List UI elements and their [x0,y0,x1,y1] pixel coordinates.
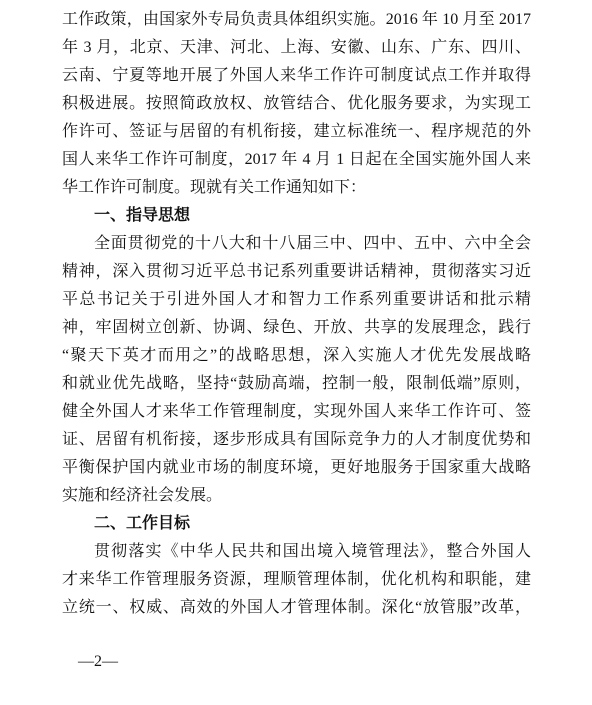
document-body [62,6,531,622]
text-line: 立统一、权威、高效的外国人才管理体制。深化“放管服”改革， [62,599,531,616]
paragraph-policy-background [62,6,531,202]
section-heading-guiding-ideology: 一、指导思想 [94,207,191,224]
text-line: 作许可、签证与居留的有机衔接，建立标准统一、程序规范的外 [62,123,531,140]
text-line: 云南、宁夏等地开展了外国人来华工作许可制度试点工作并取得 [62,67,531,84]
text-line: 积极进展。按照简政放权、放管结合、优化服务要求，为实现工 [62,95,531,112]
text-line: 神，牢固树立创新、协调、绿色、开放、共享的发展理念，践行 [62,319,531,336]
text-line: 健全外国人才来华工作管理制度，实现外国人来华工作许可、签 [62,403,531,420]
text-line: 贯彻落实《中华人民共和国出境入境管理法》，整合外国人 [94,543,531,560]
text-line: 国人来华工作许可制度，2017 年 4 月 1 日起在全国实施外国人来 [62,151,531,168]
text-line: “聚天下英才而用之”的战略思想，深入实施人才优先发展战略 [62,347,531,364]
text-line: 全面贯彻党的十八大和十八届三中、四中、五中、六中全会 [94,235,531,252]
text-line: 实施和经济社会发展。 [62,487,223,504]
text-line: 和就业优先战略，坚持“鼓励高端，控制一般，限制低端”原则， [62,375,531,392]
text-line: 工作政策，由国家外专局负责具体组织实施。2016 年 10 月至 2017 [62,11,531,28]
page-number: —2— [78,653,118,670]
text-line: 华工作许可制度。现就有关工作通知如下： [62,179,367,196]
text-line: 精神，深入贯彻习近平总书记系列重要讲话精神，贯彻落实习近 [62,263,531,280]
paragraph-work-goals [62,538,531,622]
text-line: 才来华工作管理服务资源，理顺管理体制，优化机构和职能，建 [62,571,531,588]
text-line: 平总书记关于引进外国人才和智力工作系列重要讲话和批示精 [62,291,531,308]
text-line: 证、居留有机衔接，逐步形成具有国际竞争力的人才制度优势和 [62,431,531,448]
text-line: 平衡保护国内就业市场的制度环境，更好地服务于国家重大战略 [62,459,531,476]
section-heading-work-goals: 二、工作目标 [94,515,191,532]
paragraph-guiding-ideology [62,230,531,510]
text-line: 年 3 月，北京、天津、河北、上海、安徽、山东、广东、四川、 [62,39,531,56]
